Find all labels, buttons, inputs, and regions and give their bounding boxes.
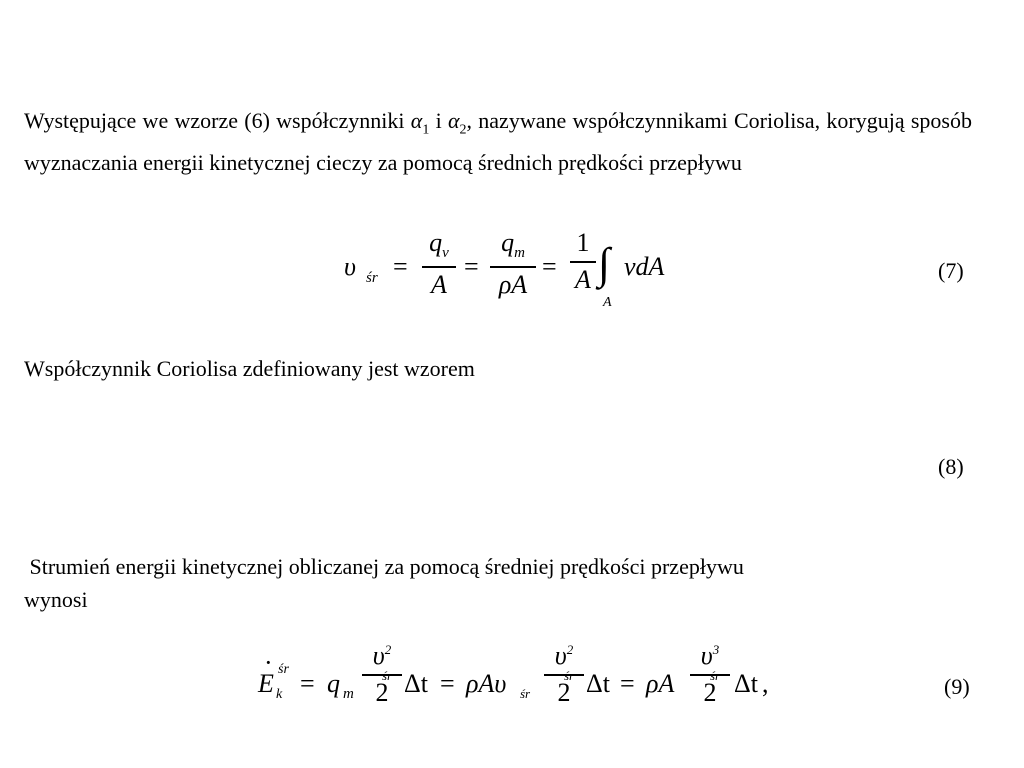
- fraction-bar: [422, 266, 456, 268]
- energy-flux-paragraph: [24, 550, 972, 616]
- alpha-symbol-1: α: [410, 108, 423, 133]
- eq9-delta-t-3: Δt: [734, 669, 758, 698]
- equation-number-7: (7): [938, 258, 964, 283]
- eq7-equals-1: =: [393, 252, 408, 281]
- eq9-dot: ·: [264, 648, 273, 677]
- eq9-sub-m: m: [343, 686, 354, 702]
- eq9-frac1-num: $\upsilon^2$: [372, 641, 392, 670]
- energy-flux-line-1: Strumień energii kinetycznej obliczanej za pomocą średniej prędkości przepływu: [24, 554, 744, 579]
- eq9-equals-3: =: [620, 669, 635, 698]
- eq9-rhoA-upsilon: ρAυ: [466, 669, 507, 698]
- eq7-frac2-den: ρA: [498, 269, 528, 299]
- alpha-symbol-2: α: [447, 108, 460, 133]
- eq7-frac3-num: 1: [576, 228, 590, 257]
- eq9-E: E: [258, 669, 274, 698]
- eq9-frac3-num: $\upsilon^3$: [700, 641, 720, 670]
- intro-text-start: Występujące we wzorze (6) współczynniki: [24, 108, 411, 133]
- eq9-equals-1: =: [300, 669, 315, 698]
- eq9-frac3-sub-sr: śr: [710, 668, 721, 683]
- eq9-rhoA: ρA: [646, 669, 675, 698]
- eq9-frac3-den: 2: [703, 677, 717, 707]
- eq9-sub-sr-2: śr: [520, 686, 531, 701]
- eq9-delta-t-2: Δt: [586, 669, 610, 698]
- eq9-sub-k: k: [276, 687, 283, 702]
- fraction-bar: [570, 261, 596, 263]
- eq9-frac1-den: 2: [375, 677, 389, 707]
- intro-conjunction: i: [429, 108, 448, 133]
- coriolis-definition-text: Współczynnik Coriolisa zdefiniowany jest wzorem: [24, 356, 475, 381]
- intro-text-end: , nazywane współczynnikami Coriolisa, korygują sposób wyznaczania energii kinetycznej cieczy za pomocą średnich prędkości przepływu: [24, 108, 972, 176]
- eq7-upsilon: υ: [344, 252, 356, 281]
- eq7-frac2-num: $q_m$: [501, 228, 525, 262]
- eq7-frac3-den: A: [575, 264, 591, 294]
- eq9-frac1-sub-sr: śr: [382, 668, 393, 683]
- eq7-frac-one: [570, 230, 596, 293]
- equation-number-9: (9): [944, 674, 970, 699]
- alpha-subscript-1: 1: [422, 122, 430, 138]
- eq7-equals-3: =: [542, 252, 557, 281]
- fraction-bar: [490, 266, 536, 268]
- eq9-frac2-num: $\upsilon^2$: [554, 641, 574, 670]
- eq9-frac2-den: 2: [557, 677, 571, 707]
- eq9-comma: ,: [762, 669, 769, 698]
- energy-flux-line-2: wynosi: [24, 587, 88, 612]
- eq9-frac2-sub-sr: śr: [564, 668, 575, 683]
- eq9-equals-2: =: [440, 669, 455, 698]
- intro-paragraph: [24, 104, 972, 179]
- eq7-sub-sr: śr: [366, 270, 378, 286]
- eq9-sup-sr: śr: [278, 662, 289, 677]
- eq7-integral-limit: A: [603, 295, 612, 310]
- alpha-subscript-2: 2: [459, 122, 467, 138]
- eq9-delta-t-1: Δt: [404, 669, 428, 698]
- eq7-frac-qm: [490, 230, 536, 298]
- eq7-equals-2: =: [464, 252, 479, 281]
- eq7-frac-qv: [422, 230, 456, 298]
- eq7-integral-sign: ∫: [598, 239, 611, 288]
- eq7-frac1-den: A: [431, 269, 447, 299]
- eq7-frac1-num: $q_v$: [429, 228, 449, 262]
- eq9-q: q: [327, 669, 340, 698]
- eq7-integrand: vdA: [624, 252, 665, 281]
- equation-number-8: (8): [938, 454, 964, 479]
